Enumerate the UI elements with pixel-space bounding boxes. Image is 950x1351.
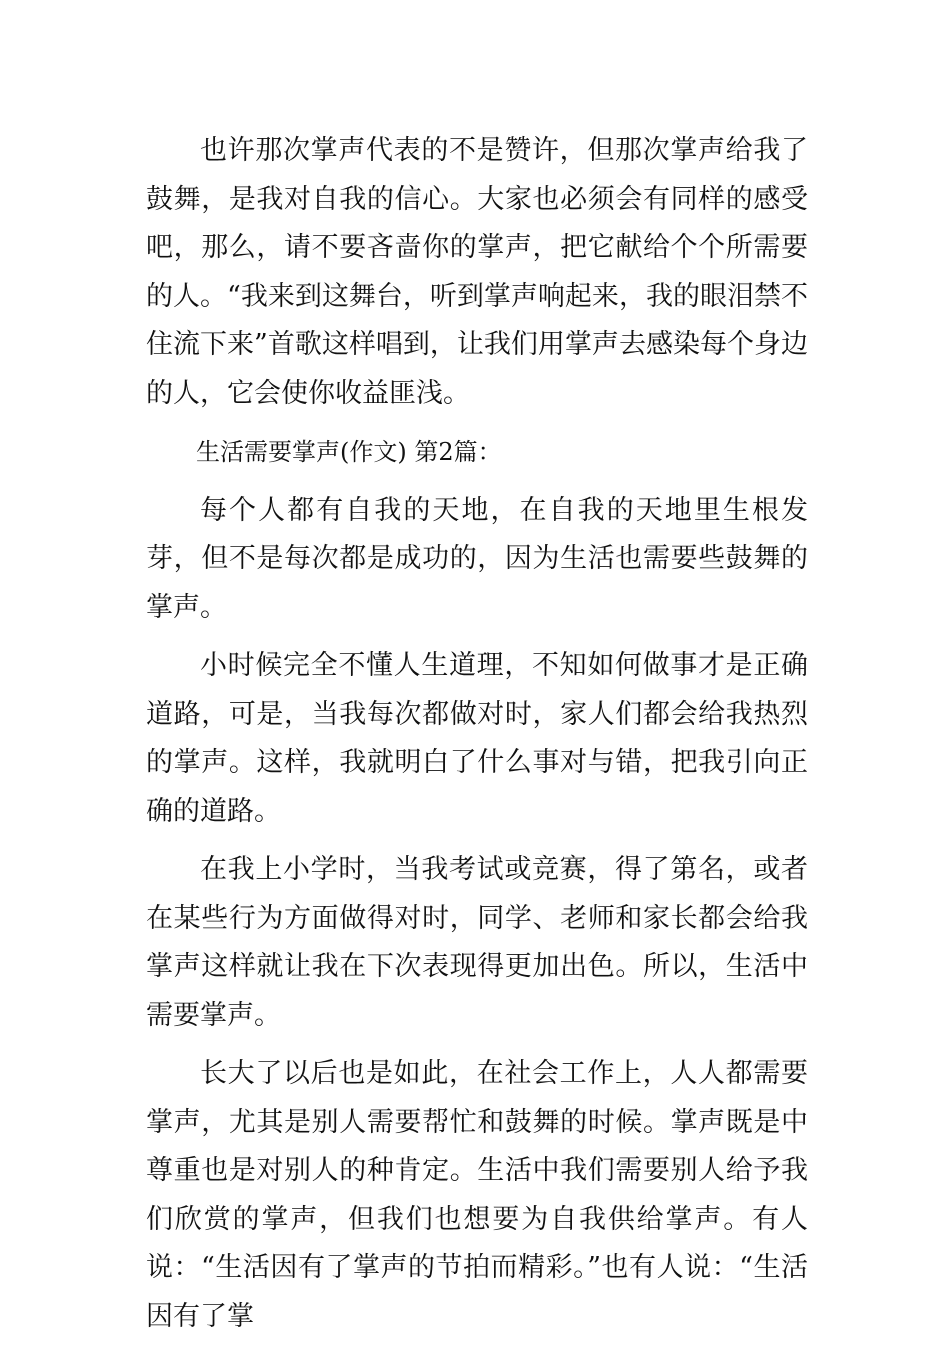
document-body [146,127,808,1351]
paragraph-4: 在我上小学时，当我考试或竞赛，得了第名，或者在某些行为方面做得对时，同学、老师和家长都会给我掌声这样就让我在下次表现得更加出色。所以，生活中需要掌声。 [146,854,808,1031]
section-heading: 生活需要掌声(作文) 第2篇： [196,438,502,466]
paragraph-1: 也许那次掌声代表的不是赞许，但那次掌声给我了鼓舞，是我对自我的信心。大家也必须会有同样的感受吧，那么，请不要吝啬你的掌声，把它献给个个所需要的人。“我来到这舞台，听到掌声响起来，我的眼泪禁不住流下来”首歌这样唱到，让我们用掌声去感染每个身边的人，它会使你收益匪浅。 [146,135,808,409]
paragraph-2: 每个人都有自我的天地，在自我的天地里生根发芽，但不是每次都是成功的，因为生活也需要些鼓舞的掌声。 [146,494,808,623]
paragraph-5: 长大了以后也是如此，在社会工作上，人人都需要掌声，尤其是别人需要帮忙和鼓舞的时候。掌声既是中尊重也是对别人的种肯定。生活中我们需要别人给予我们欣赏的掌声，但我们也想要为自我供给掌声。有人说：“生活因有了掌声的节拍而精彩。”也有人说：“生活因有了掌 [146,1058,808,1332]
paragraph-3: 小时候完全不懂人生道理，不知如何做事才是正确道路，可是，当我每次都做对时，家人们都会给我热烈的掌声。这样，我就明白了什么事对与错，把我引向正确的道路。 [146,650,808,827]
